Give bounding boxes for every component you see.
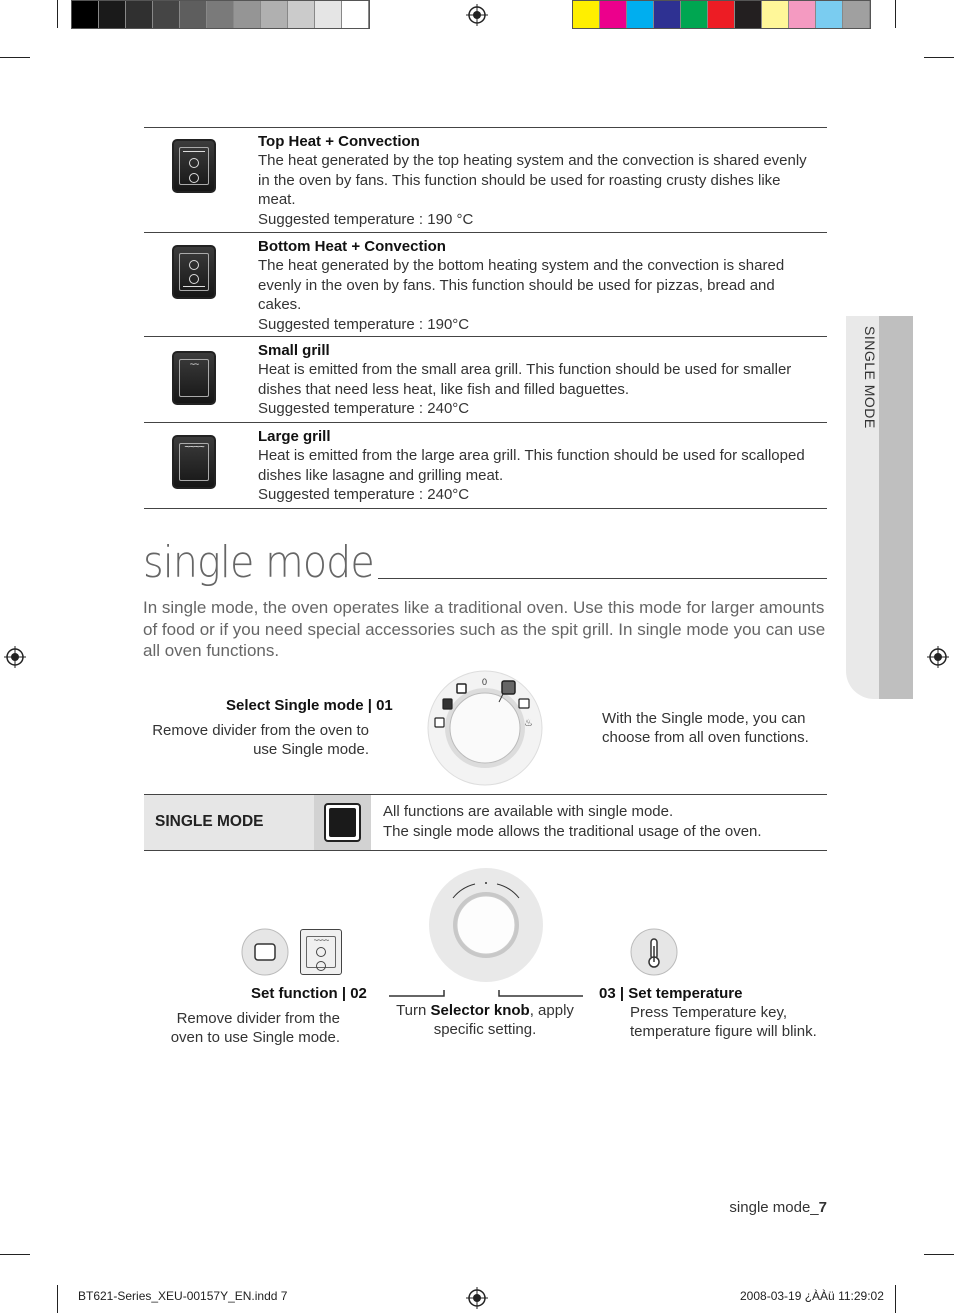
crop-mark <box>0 1254 30 1255</box>
step1-desc-line1: Remove divider from the oven to <box>152 722 369 739</box>
step3-line1: Press Temperature key, <box>630 1004 788 1021</box>
color-swatch <box>600 1 627 28</box>
single-mode-line2: The single mode allows the traditional usage of the oven. <box>383 823 762 840</box>
single-mode-icon <box>324 803 361 842</box>
single-mode-desc <box>383 802 762 842</box>
crop-mark <box>895 1285 896 1313</box>
color-swatch <box>816 1 843 28</box>
step3-title-text: 03 | Set temperature <box>599 985 743 1002</box>
function-row <box>144 336 827 423</box>
dial-function-icon <box>435 718 444 727</box>
step1-title <box>226 696 393 715</box>
color-swatch <box>843 1 870 28</box>
color-swatch <box>180 1 207 28</box>
color-swatch <box>735 1 762 28</box>
dial-function-icon <box>443 699 452 709</box>
registration-mark-icon <box>466 4 488 26</box>
crop-mark <box>57 0 58 28</box>
knob-step-line2: specific setting. <box>433 1021 537 1039</box>
step1-right-line2: choose from all oven functions. <box>602 729 809 747</box>
process-color-bar <box>572 0 871 29</box>
color-swatch <box>762 1 789 28</box>
step1-right-line1: With the Single mode, you can <box>602 710 806 727</box>
step3-desc <box>630 1003 817 1042</box>
function-text <box>258 341 818 419</box>
step2-line2: oven to use Single mode. <box>170 1029 340 1047</box>
knob-step-desc <box>380 1001 590 1040</box>
step2-line1: Remove divider from the <box>176 1010 340 1027</box>
page-label: single mode_ <box>729 1199 819 1216</box>
function-desc: Heat is emitted from the small area grill. This function should be used for smaller dishes that need less heat, like fish and filled baguettes. <box>258 361 792 398</box>
function-title: Large grill <box>258 428 331 445</box>
color-swatch <box>288 1 315 28</box>
function-temp: Suggested temperature : 190 °C <box>258 210 474 228</box>
crop-mark <box>924 1254 954 1255</box>
large-grill-icon: ~~~~ <box>172 435 216 489</box>
function-row <box>144 422 827 509</box>
function-title: Small grill <box>258 342 330 359</box>
step2-title-text: Set function | 02 <box>251 985 367 1002</box>
color-swatch <box>315 1 342 28</box>
color-swatch <box>207 1 234 28</box>
color-swatch <box>708 1 735 28</box>
dial-selected-icon <box>502 681 515 694</box>
function-temp: Suggested temperature : 240°C <box>258 400 470 418</box>
step1-desc <box>144 721 369 760</box>
print-file-name: BT621-Series_XEU-00157Y_EN.indd 7 <box>78 1289 288 1303</box>
step3-title <box>599 984 742 1003</box>
dial-function-icon <box>457 684 466 693</box>
color-swatch <box>153 1 180 28</box>
registration-mark-icon <box>927 646 949 668</box>
grayscale-color-bar <box>71 0 370 29</box>
step1-desc-line2: use Single mode. <box>253 741 369 759</box>
function-temp: Suggested temperature : 190°C <box>258 315 470 333</box>
single-mode-label: SINGLE MODE <box>155 813 264 830</box>
function-temp: Suggested temperature : 240°C <box>258 486 470 504</box>
top-heat-convection-icon: ~~~~ <box>300 929 342 975</box>
side-tab-dark <box>879 316 913 699</box>
color-swatch <box>261 1 288 28</box>
single-mode-box <box>144 794 827 851</box>
function-row <box>144 127 827 233</box>
color-swatch <box>342 1 369 28</box>
single-mode-label-cell <box>144 795 314 850</box>
crop-mark <box>895 0 896 28</box>
registration-mark-icon <box>4 646 26 668</box>
mode-selector-dial <box>425 668 545 788</box>
knob-step-bold: Selector knob <box>430 1002 530 1019</box>
function-text <box>258 132 818 229</box>
step1-right <box>602 709 809 748</box>
color-swatch <box>126 1 153 28</box>
single-mode-line1: All functions are available with single mode. <box>383 803 674 820</box>
title-rule <box>378 578 827 579</box>
step3-line2: temperature figure will blink. <box>630 1023 817 1041</box>
section-intro: In single mode, the oven operates like a traditional oven. Use this mode for larger amounts of food or if you need special accessories such as the spit grill. In single mode you can use all oven functions. <box>143 598 826 661</box>
step2-title <box>251 984 367 1003</box>
side-tab-label: SINGLE MODE <box>862 326 878 429</box>
color-swatch <box>99 1 126 28</box>
function-row <box>144 232 827 337</box>
section-title: single mode <box>143 537 374 588</box>
dial-defrost-icon: ♨ <box>524 718 533 729</box>
registration-mark-icon <box>466 1287 488 1309</box>
function-text <box>258 237 818 334</box>
function-desc: The heat generated by the bottom heating system and the convection is shared evenly in the oven by fans. This function should be used for pizzas, bread and cakes. <box>258 257 785 314</box>
function-title: Bottom Heat + Convection <box>258 238 446 255</box>
step1-title-text: Select Single mode | 01 <box>226 697 393 714</box>
step2-desc <box>150 1009 340 1048</box>
temperature-key-icon <box>630 928 678 976</box>
crop-mark <box>0 57 30 58</box>
dial-zero-label: 0 <box>482 677 488 687</box>
color-swatch <box>234 1 261 28</box>
page-number <box>729 1199 827 1216</box>
top-heat-convection-icon <box>172 139 216 193</box>
side-tab <box>846 316 913 699</box>
knob-step-pre: Turn <box>396 1002 431 1019</box>
single-mode-icon-cell <box>314 795 371 850</box>
color-swatch <box>789 1 816 28</box>
color-swatch <box>681 1 708 28</box>
crop-mark <box>57 1285 58 1313</box>
function-key-icon <box>241 928 289 976</box>
small-grill-icon: ~~ <box>172 351 216 405</box>
print-date: 2008-03-19 ¿ÀÀü 11:29:02 <box>740 1289 884 1303</box>
function-desc: The heat generated by the top heating system and the convection is shared evenly in the oven by fans. This function should be used for roasting crusty dishes like meat. <box>258 152 807 209</box>
function-text <box>258 427 818 505</box>
crop-mark <box>924 57 954 58</box>
bottom-heat-convection-icon <box>172 245 216 299</box>
color-swatch <box>654 1 681 28</box>
function-title: Top Heat + Convection <box>258 133 420 150</box>
function-desc: Heat is emitted from the large area grill. This function should be used for scalloped dishes like lasagne and grilling meat. <box>258 447 805 484</box>
color-swatch <box>627 1 654 28</box>
page-num: 7 <box>818 1199 827 1216</box>
color-swatch <box>72 1 99 28</box>
knob-step-post: , apply <box>529 1002 574 1019</box>
knob-bracket <box>388 988 584 1000</box>
color-swatch <box>573 1 600 28</box>
dial-function-icon <box>519 699 529 708</box>
selector-knob <box>427 866 545 984</box>
